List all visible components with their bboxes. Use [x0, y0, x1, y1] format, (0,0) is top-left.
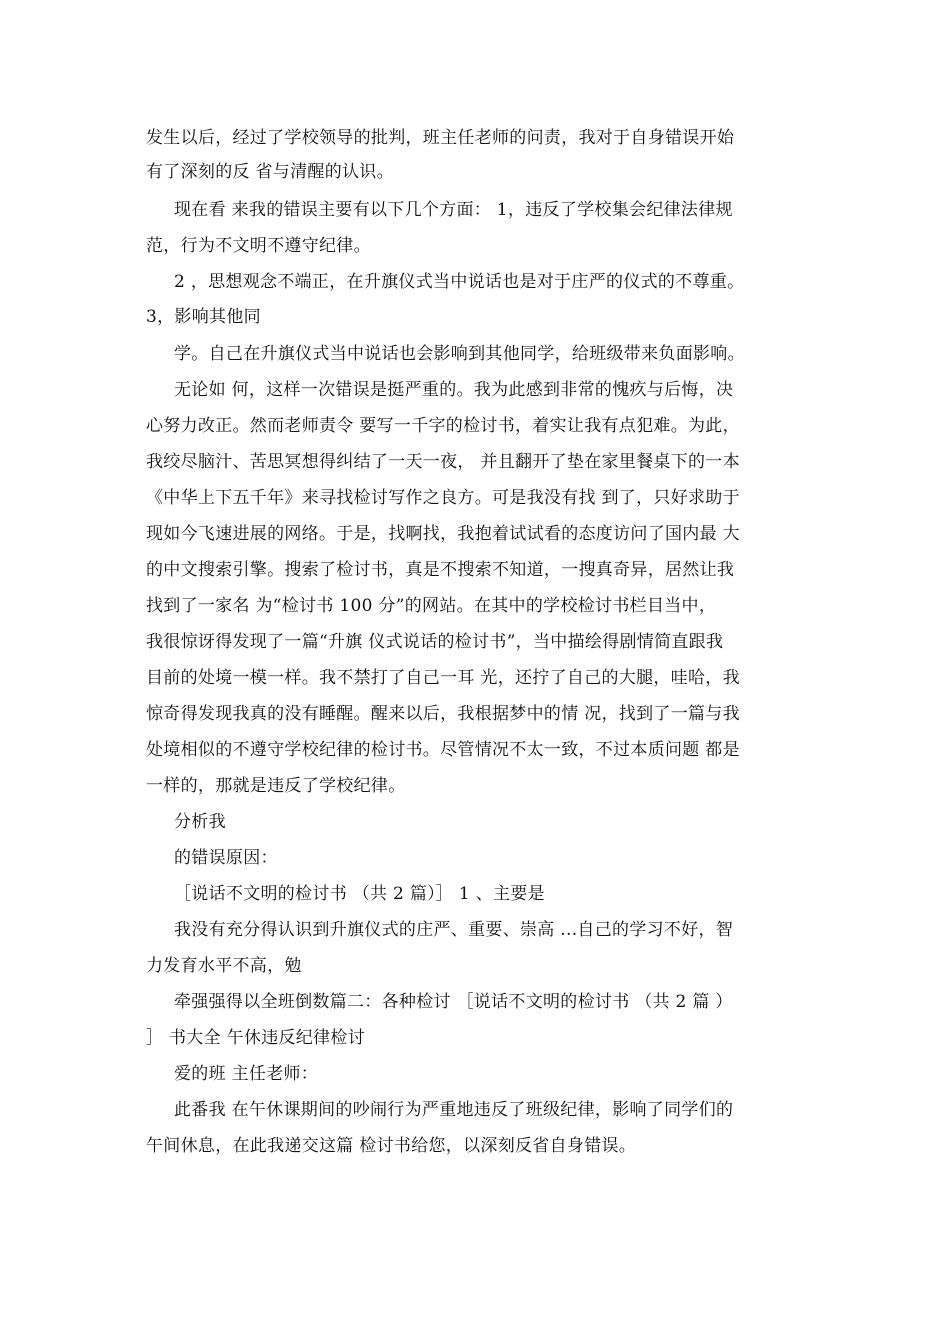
text-line: 我绞尽脑汁、苦思冥想得纠结了一天一夜， 并且翻开了垫在家里餐桌下的一本	[146, 452, 740, 472]
text-line: 惊奇得发现我真的没有睡醒。醒来以后，我根据梦中的情 况，找到了一篇与我	[146, 704, 740, 724]
text-line: 学。自己在升旗仪式当中说话也会影响到其他同学，给班级带来负面影响。	[174, 344, 745, 364]
text-line: 范，行为不文明不遵守纪律。	[146, 236, 371, 256]
text-line: 无论如 何，这样一次错误是挺严重的。我为此感到非常的愧疚与后悔，决	[174, 380, 734, 400]
text-line: 此番我 在午休课期间的吵闹行为严重地违反了班级纪律，影响了同学们的	[174, 1100, 734, 1120]
text-line: 的中文搜索引擎。搜索了检讨书，真是不搜索不知道，一搜真奇异，居然让我	[146, 560, 735, 580]
text-line: ］ 书大全 午休违反纪律检讨	[146, 1028, 366, 1048]
text-line: 我很惊讶得发现了一篇“升旗 仪式说话的检讨书”，当中描绘得剧情简直跟我	[146, 632, 724, 652]
text-line: 发生以后，经过了学校领导的批判，班主任老师的问责，我对于自身错误开始	[146, 128, 735, 148]
text-line: 心努力改正。然而老师责令 要写一千字的检讨书，着实让我有点犯难。为此，	[146, 416, 740, 436]
text-line: 分析我	[174, 812, 226, 832]
text-line: 3，影响其他同	[146, 307, 261, 327]
text-line: 牵强强得以全班倒数篇二：各种检讨 ［说话不文明的检讨书 （共 2 篇 ）	[174, 992, 733, 1012]
text-line: 现如今飞速进展的网络。于是，找啊找，我抱着试试看的态度访问了国内最 大	[146, 524, 740, 544]
text-line: 有了深刻的反 省与清醒的认识。	[146, 162, 394, 182]
text-line: 我没有充分得认识到升旗仪式的庄严、重要、崇高 ...自己的学习不好，智	[174, 920, 734, 940]
text-line: 现在看 来我的错误主要有以下几个方面： 1，违反了学校集会纪律法律规	[174, 200, 733, 220]
text-line: 爱的班 主任老师：	[174, 1064, 319, 1084]
text-line: 的错误原因：	[174, 848, 278, 868]
text-line: 处境相似的不遵守学校纪律的检讨书。尽管情况不太一致，不过本质问题 都是	[146, 740, 740, 760]
text-line: 一样的，那就是违反了学校纪律。	[146, 776, 406, 796]
text-line: 《中华上下五千年》来寻找检讨写作之良方。可是我没有找 到了，只好求助于	[146, 488, 740, 508]
text-line: 目前的处境一模一样。我不禁打了自己一耳 光，还拧了自己的大腿，哇哈，我	[146, 668, 740, 688]
text-line: 力发育水平不高，勉	[146, 956, 302, 976]
text-line: 午间休息，在此我递交这篇 检讨书给您，以深刻反省自身错误。	[146, 1136, 637, 1156]
text-line: 2 ，思想观念不端正，在升旗仪式当中说话也是对于庄严的仪式的不尊重。	[174, 272, 745, 292]
text-line: 找到了一家名 为“检讨书 100 分”的网站。在其中的学校检讨书栏目当中，	[146, 596, 717, 616]
text-line: ［说话不文明的检讨书 （共 2 篇）］ 1 、主要是	[174, 884, 545, 904]
